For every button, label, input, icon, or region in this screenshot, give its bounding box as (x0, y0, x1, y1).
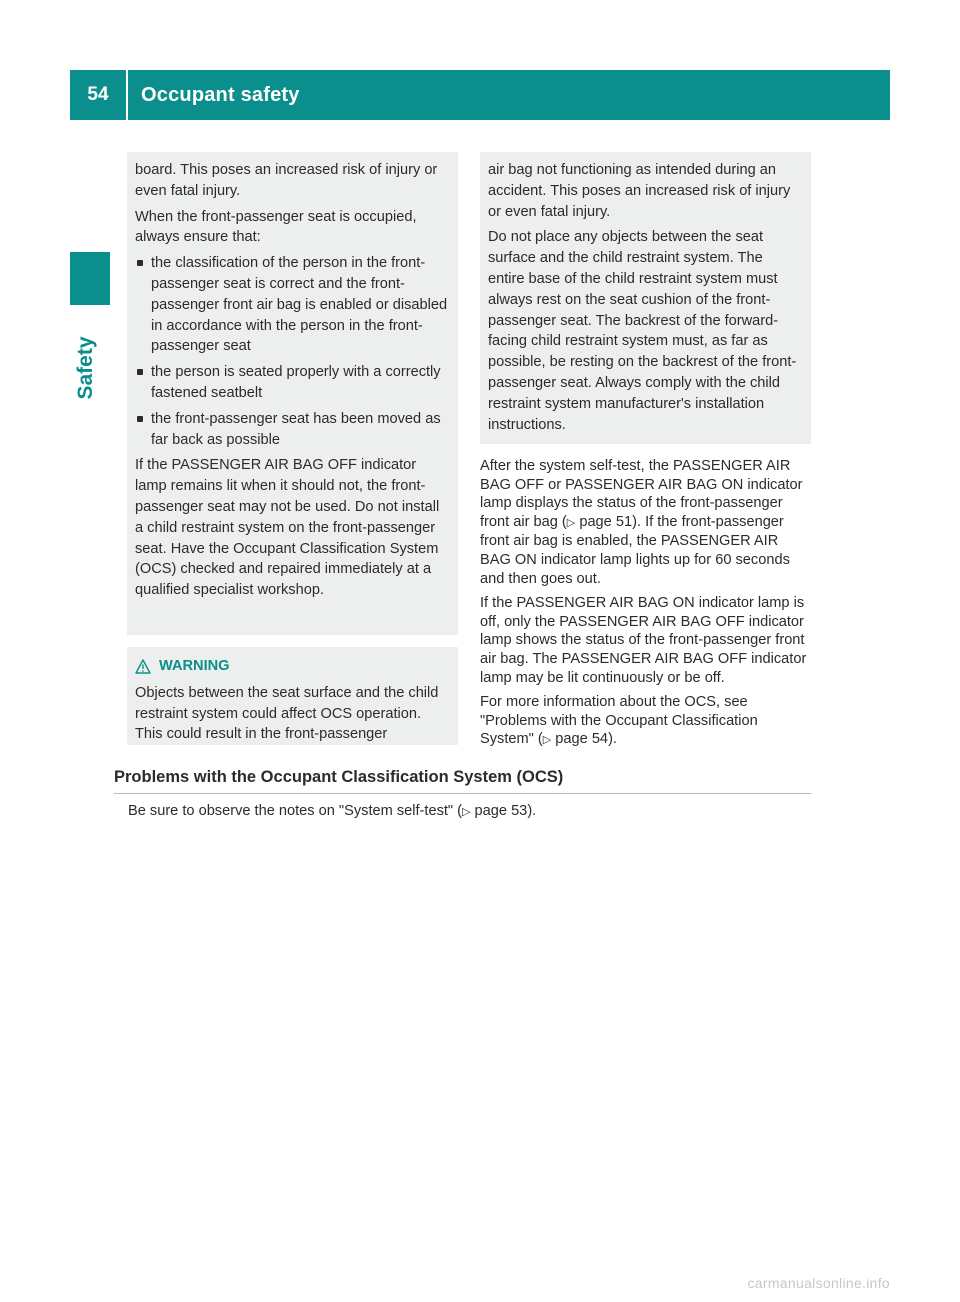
page-ref-link[interactable]: page 51 (579, 513, 633, 530)
left-box-para-1: board. This poses an increased risk of injury or even fatal injury. (135, 162, 438, 199)
warning-box (127, 647, 458, 745)
list-item: the person is seated properly with a correctly fastened seatbelt (135, 362, 450, 404)
right-box-para-1: air bag not functioning as intended during an accident. This poses an increased risk of injury or even fatal injury. (488, 162, 791, 220)
right-body-text (480, 457, 811, 756)
side-tab-label: Safety (74, 336, 97, 400)
page-title: Occupant safety (141, 83, 300, 106)
page-number: 54 (87, 84, 109, 105)
warning-triangle-icon (135, 659, 151, 674)
list-item: the front-passenger seat has been moved as far back as possible (135, 409, 450, 451)
header-divider (126, 70, 128, 120)
bullet-list (135, 253, 450, 450)
section-heading: Problems with the Occupant Classification System (OCS) (114, 768, 811, 794)
list-item: the classification of the person in the front-passenger seat is correct and the front-passenger front air bag is enabled or disabled in accordance with the person in the front-passenger seat (135, 253, 450, 357)
page-ref-icon: ▷ (462, 806, 471, 818)
page-ref-link[interactable]: page 54 (555, 731, 609, 748)
warning-label: WARNING (159, 658, 230, 674)
left-box-para-2: When the front-passenger seat is occupied, always ensure that: (135, 208, 417, 246)
left-box-para-3: If the PASSENGER AIR BAG OFF indicator lamp remains lit when it should not, the front-passenger seat may not be used. Do not install a child restraint system on the front-passenger seat. Have the Occupant Classification System (OCS) checked and repaired immediately at a qualified specialist workshop. (135, 457, 440, 599)
warning-text: Objects between the seat surface and the child restraint system could affect OCS operation. This could result in the front-passenger (135, 684, 439, 743)
page-ref-icon: ▷ (542, 734, 552, 747)
left-info-box (127, 152, 458, 635)
right-para-2: If the PASSENGER AIR BAG ON indicator lamp is off, only the PASSENGER AIR BAG OFF indicator lamp shows the status of the front-passenger front air bag. The PASSENGER AIR BAG OFF indicator lamp may be lit continuously or be off. (480, 595, 807, 686)
warning-header (135, 656, 450, 677)
right-info-box (480, 152, 811, 444)
right-para-1: After the system self-test, the PASSENGER AIR BAG OFF or PASSENGER AIR BAG ON indicator lamp displays the status of the front-passenger front air bag (▷ page 51). If the front-passenger front air bag is enabled, the PASSENGER AIR BAG ON indicator lamp lights up for 60 seconds and then goes out. (480, 458, 803, 587)
page-ref-icon: ▷ (566, 516, 576, 529)
right-box-para-2: Do not place any objects between the seat surface and the child restraint system. The entire base of the child restraint system must always rest on the seat cushion of the front-passenger seat. The backrest of the forward-facing child restraint system must, as far as possible, be resting on the backrest of the front-passenger seat. Always comply with the child restraint system manufacturer's installation instructions. (488, 229, 797, 433)
watermark: carmanualsonline.info (747, 1275, 890, 1291)
page-ref-link[interactable]: page 53 (474, 803, 528, 819)
section-body: Be sure to observe the notes on "System self-test" (▷ page 53). (128, 803, 537, 819)
right-para-3: For more information about the OCS, see "Problems with the Occupant Classification System" (▷ page 54). (480, 694, 758, 748)
side-tab-marker (70, 252, 110, 305)
